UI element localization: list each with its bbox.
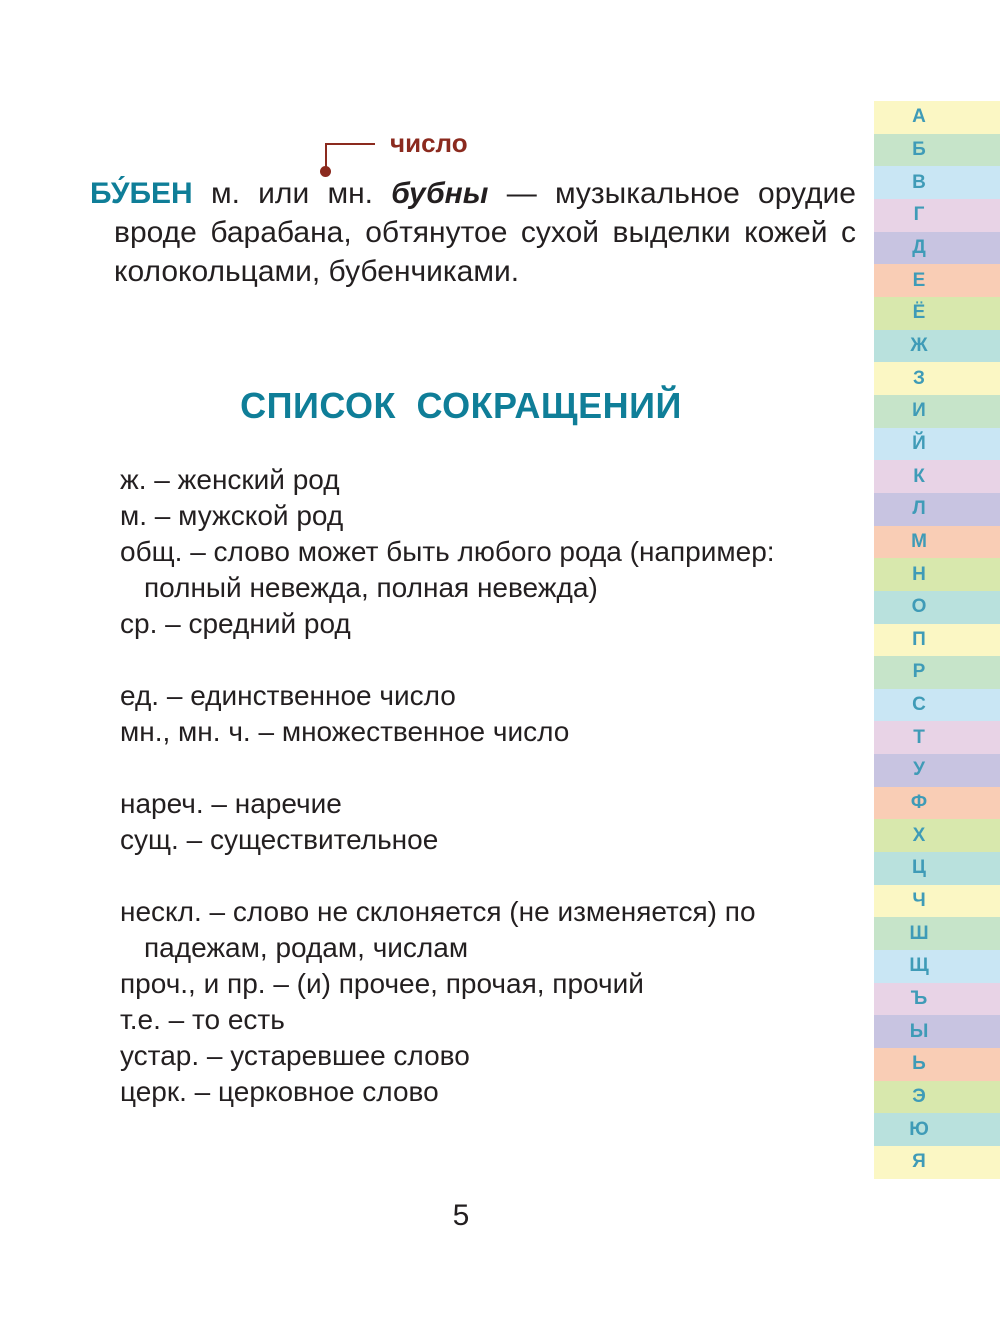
alphabet-tab[interactable] [874, 787, 1000, 820]
callout-connector [325, 143, 375, 171]
alphabet-tab-letter: У [913, 759, 925, 781]
alphabet-tab-letter: Э [912, 1086, 926, 1108]
alphabet-tab[interactable] [874, 819, 1000, 852]
alphabet-tab-letter: М [911, 530, 927, 552]
alphabet-tab-letter: Ы [909, 1020, 929, 1042]
alphabet-tab-letter: Ц [912, 857, 926, 879]
alphabet-tab-letter: Ж [910, 334, 928, 356]
alphabet-tab-letter: З [913, 367, 925, 389]
alphabet-tab[interactable] [874, 1113, 1000, 1146]
section-title: СПИСОК СОКРАЩЕНИЙ [240, 385, 682, 426]
alphabet-tab-letter: Р [912, 661, 926, 683]
alphabet-tab[interactable] [874, 950, 1000, 983]
alphabet-tab[interactable] [874, 1081, 1000, 1114]
alphabet-tab-letter: Ё [912, 302, 926, 324]
alphabet-tab-letter: И [912, 400, 926, 422]
alphabet-tab-letter: Е [912, 269, 926, 291]
alphabet-tab[interactable] [874, 297, 1000, 330]
abbreviation-item: ед. – единственное число [120, 680, 456, 711]
alphabet-tab-letter: В [912, 171, 926, 193]
alphabet-tab-letter: Ю [909, 1118, 929, 1140]
alphabet-tab[interactable] [874, 101, 1000, 134]
alphabet-tab[interactable] [874, 624, 1000, 657]
alphabet-tab[interactable] [874, 721, 1000, 754]
alphabet-tab[interactable] [874, 983, 1000, 1016]
abbreviation-item: м. – мужской род [120, 500, 344, 531]
entry-plural-form: бубны [391, 177, 489, 210]
abbreviation-item: ср. – средний род [120, 608, 351, 639]
alphabet-tab-letter: С [912, 694, 926, 716]
abbreviation-item: мн., мн. ч. – множественное число [120, 716, 570, 747]
alphabet-tab[interactable] [874, 1048, 1000, 1081]
alphabet-tab[interactable] [874, 428, 1000, 461]
alphabet-tab[interactable] [874, 1015, 1000, 1048]
abbreviation-item: проч., и пр. – (и) прочее, прочая, прочий [120, 968, 644, 999]
alphabet-tab-letter: Я [912, 1151, 926, 1173]
abbreviation-item: церк. – церковное слово [120, 1076, 439, 1107]
alphabet-tab-letter: О [911, 596, 927, 618]
alphabet-tab-letter: Д [912, 236, 926, 258]
abbreviations-list [120, 462, 840, 1110]
alphabet-tab[interactable] [874, 134, 1000, 167]
abbreviation-item: устар. – устаревшее слово [120, 1040, 470, 1071]
abbreviation-item: общ. – слово может быть любого рода (например: полный невежда, полная невежда) [120, 536, 775, 603]
alphabet-tab[interactable] [874, 689, 1000, 722]
alphabet-tab-letter: Н [912, 563, 926, 585]
alphabet-tab-letter: Щ [909, 955, 929, 977]
alphabet-tab-letter: Л [912, 498, 926, 520]
entry-grammar: м. или мн. [192, 177, 392, 210]
alphabet-tab-letter: П [912, 628, 926, 650]
alphabet-tab-letter: Ь [912, 1053, 926, 1075]
alphabet-tab[interactable] [874, 852, 1000, 885]
alphabet-tab-letter: Ш [909, 922, 929, 944]
alphabet-tab[interactable] [874, 754, 1000, 787]
abbreviation-item: сущ. – существительное [120, 824, 439, 855]
alphabet-tab[interactable] [874, 264, 1000, 297]
alphabet-tab[interactable] [874, 885, 1000, 918]
alphabet-tab-letter: Б [912, 138, 926, 160]
alphabet-tab-letter: Т [913, 726, 925, 748]
alphabet-tab[interactable] [874, 199, 1000, 232]
alphabet-tab[interactable] [874, 330, 1000, 363]
alphabet-tab-letter: Ф [910, 792, 928, 814]
alphabet-tab-letter: Ъ [910, 988, 928, 1010]
abbreviation-item: ж. – женский род [120, 464, 340, 495]
abbreviation-item: нескл. – слово не склоняется (не изменяется) по падежам, родам, числам [120, 896, 756, 963]
alphabet-tab-strip [874, 101, 1000, 1179]
alphabet-tab[interactable] [874, 656, 1000, 689]
alphabet-tab-letter: Х [912, 824, 926, 846]
alphabet-tab-letter: Й [912, 432, 926, 454]
entry-definition: — музыкальное орудие вроде барабана, обтянутое сухой выделки кожей с колокольцами, бубенчиками. [114, 177, 856, 288]
alphabet-tab[interactable] [874, 1146, 1000, 1179]
entry-headword: БУ́БЕН [90, 177, 193, 210]
alphabet-tab[interactable] [874, 232, 1000, 265]
abbreviation-item: т.е. – то есть [120, 1004, 285, 1035]
alphabet-tab[interactable] [874, 526, 1000, 559]
alphabet-tab[interactable] [874, 395, 1000, 428]
page-number: 5 [452, 1199, 470, 1232]
alphabet-tab-letter: А [912, 106, 926, 128]
dictionary-entry [90, 174, 856, 291]
alphabet-tab[interactable] [874, 362, 1000, 395]
alphabet-tab-letter: Ч [912, 890, 926, 912]
alphabet-tab-letter: К [913, 465, 925, 487]
abbreviation-item: нареч. – наречие [120, 788, 342, 819]
alphabet-tab[interactable] [874, 917, 1000, 950]
alphabet-tab-letter: Г [913, 204, 925, 226]
callout-label: число [390, 128, 468, 158]
alphabet-tab[interactable] [874, 166, 1000, 199]
alphabet-tab[interactable] [874, 460, 1000, 493]
alphabet-tab[interactable] [874, 558, 1000, 591]
alphabet-tab[interactable] [874, 591, 1000, 624]
alphabet-tab[interactable] [874, 493, 1000, 526]
